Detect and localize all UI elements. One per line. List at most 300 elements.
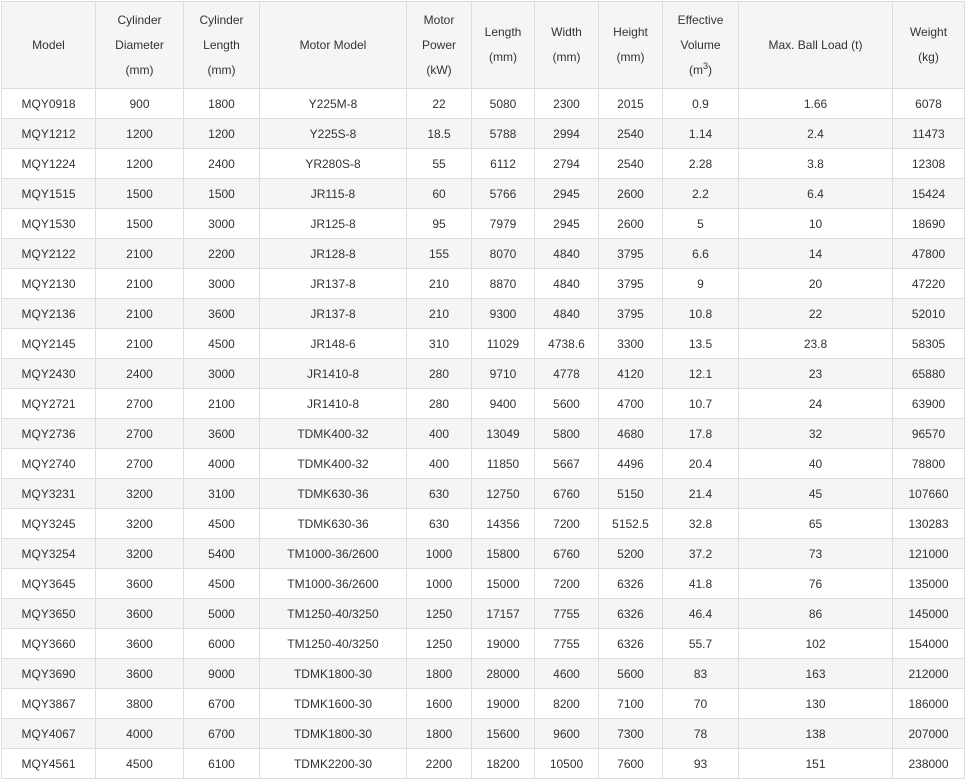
table-cell: 2945	[535, 179, 599, 209]
table-cell: 17157	[472, 599, 535, 629]
column-header-line: Cylinder	[117, 12, 162, 27]
table-cell: 6760	[535, 479, 599, 509]
table-row	[2, 239, 965, 269]
column-header-line: Height	[613, 25, 648, 39]
table-cell: Y225M-8	[260, 89, 407, 119]
table-cell: 6000	[184, 629, 260, 659]
model-cell: MQY2721	[2, 389, 96, 419]
table-cell: 7100	[599, 689, 663, 719]
table-cell: 13049	[472, 419, 535, 449]
model-cell: MQY2145	[2, 329, 96, 359]
table-cell: 280	[407, 359, 472, 389]
table-cell: 5766	[472, 179, 535, 209]
model-cell: MQY2736	[2, 419, 96, 449]
table-cell: 5150	[599, 479, 663, 509]
column-header-unit: $(m^3)$	[688, 60, 712, 77]
table-cell: JR115-8	[260, 179, 407, 209]
column-header-line: (mm)	[552, 50, 581, 64]
table-cell: 2200	[407, 749, 472, 779]
table-cell: 3000	[184, 209, 260, 239]
table-cell: TDMK1600-30	[260, 689, 407, 719]
table-cell: 4600	[535, 659, 599, 689]
table-cell: 900	[96, 89, 184, 119]
table-cell: 15600	[472, 719, 535, 749]
table-cell: 2794	[535, 149, 599, 179]
table-row	[2, 419, 965, 449]
model-cell: MQY3867	[2, 689, 96, 719]
column-header-line: Width	[551, 25, 582, 39]
table-cell: 2100	[96, 299, 184, 329]
table-cell: 5788	[472, 119, 535, 149]
table-cell: 1200	[96, 149, 184, 179]
table-cell: 11473	[893, 119, 965, 149]
table-row	[2, 599, 965, 629]
table-cell: 15000	[472, 569, 535, 599]
table-cell: 2945	[535, 209, 599, 239]
table-cell: 4738.6	[535, 329, 599, 359]
table-cell: TDMK400-32	[260, 449, 407, 479]
table-cell: 24	[739, 389, 893, 419]
table-cell: 2700	[96, 389, 184, 419]
table-cell: 5667	[535, 449, 599, 479]
table-cell: 6760	[535, 539, 599, 569]
table-cell: 4680	[599, 419, 663, 449]
table-cell: 10	[739, 209, 893, 239]
table-row	[2, 629, 965, 659]
table-cell: 45	[739, 479, 893, 509]
table-cell: 2600	[599, 179, 663, 209]
table-row	[2, 389, 965, 419]
table-cell: 2100	[96, 329, 184, 359]
table-cell: 210	[407, 269, 472, 299]
table-cell: 2100	[96, 269, 184, 299]
table-cell: 1000	[407, 539, 472, 569]
table-cell: 2540	[599, 119, 663, 149]
table-cell: 15800	[472, 539, 535, 569]
column-header	[96, 2, 184, 89]
column-header-line: Cylinder	[199, 12, 244, 27]
table-cell: 121000	[893, 539, 965, 569]
table-cell: 2700	[96, 419, 184, 449]
table-cell: 4120	[599, 359, 663, 389]
model-cell: MQY1515	[2, 179, 96, 209]
table-cell: 76	[739, 569, 893, 599]
table-cell: 47800	[893, 239, 965, 269]
table-cell: 21.4	[663, 479, 739, 509]
table-cell: 1600	[407, 689, 472, 719]
table-row	[2, 149, 965, 179]
table-cell: 63900	[893, 389, 965, 419]
column-header-line: Motor Model	[299, 37, 367, 52]
table-cell: TDMK400-32	[260, 419, 407, 449]
table-cell: TDMK2200-30	[260, 749, 407, 779]
table-cell: 5	[663, 209, 739, 239]
table-cell: 60	[407, 179, 472, 209]
table-cell: 65	[739, 509, 893, 539]
model-cell: MQY1530	[2, 209, 96, 239]
table-cell: 22	[407, 89, 472, 119]
table-cell: 7979	[472, 209, 535, 239]
table-cell: 107660	[893, 479, 965, 509]
table-cell: 7300	[599, 719, 663, 749]
table-row	[2, 659, 965, 689]
table-cell: 3200	[96, 479, 184, 509]
model-cell: MQY4067	[2, 719, 96, 749]
table-row	[2, 749, 965, 779]
table-row	[2, 719, 965, 749]
table-cell: TDMK630-36	[260, 509, 407, 539]
column-header-line: (mm)	[616, 50, 645, 64]
table-cell: 630	[407, 479, 472, 509]
table-cell: 280	[407, 389, 472, 419]
table-cell: 5600	[535, 389, 599, 419]
table-cell: 5152.5	[599, 509, 663, 539]
table-cell: 22	[739, 299, 893, 329]
table-cell: 207000	[893, 719, 965, 749]
table-cell: TM1250-40/3250	[260, 629, 407, 659]
table-cell: 1250	[407, 629, 472, 659]
table-cell: 5400	[184, 539, 260, 569]
table-cell: 3600	[96, 569, 184, 599]
table-cell: YR280S-8	[260, 149, 407, 179]
table-cell: 12750	[472, 479, 535, 509]
table-cell: 2.4	[739, 119, 893, 149]
table-cell: 9710	[472, 359, 535, 389]
table-cell: 9000	[184, 659, 260, 689]
table-cell: 6326	[599, 569, 663, 599]
table-cell: 238000	[893, 749, 965, 779]
model-cell: MQY2122	[2, 239, 96, 269]
table-row	[2, 509, 965, 539]
table-body	[2, 89, 965, 779]
table-cell: 4000	[184, 449, 260, 479]
table-cell: TDMK1800-30	[260, 659, 407, 689]
table-cell: 23.8	[739, 329, 893, 359]
table-cell: 163	[739, 659, 893, 689]
column-header-line: (mm)	[125, 62, 154, 77]
column-header-line: Effective	[677, 12, 724, 27]
model-cell: MQY3231	[2, 479, 96, 509]
table-row	[2, 209, 965, 239]
table-cell: 3600	[96, 629, 184, 659]
column-header-line: Length	[484, 25, 522, 39]
table-cell: 3800	[96, 689, 184, 719]
table-cell: 32	[739, 419, 893, 449]
table-cell: 6700	[184, 719, 260, 749]
table-cell: 3600	[184, 419, 260, 449]
table-cell: 9	[663, 269, 739, 299]
table-cell: 3600	[96, 659, 184, 689]
table-cell: 6.4	[739, 179, 893, 209]
table-cell: TM1000-36/2600	[260, 569, 407, 599]
table-cell: 65880	[893, 359, 965, 389]
table-cell: 4500	[184, 329, 260, 359]
table-cell: 17.8	[663, 419, 739, 449]
model-cell: MQY2430	[2, 359, 96, 389]
table-cell: 4500	[184, 509, 260, 539]
table-cell: 14356	[472, 509, 535, 539]
column-header	[663, 2, 739, 89]
table-row	[2, 449, 965, 479]
table-cell: 14	[739, 239, 893, 269]
table-cell: 2700	[96, 449, 184, 479]
table-cell: 4840	[535, 239, 599, 269]
table-cell: 130283	[893, 509, 965, 539]
table-cell: 5600	[599, 659, 663, 689]
table-cell: 2600	[599, 209, 663, 239]
table-cell: 18690	[893, 209, 965, 239]
table-cell: 138	[739, 719, 893, 749]
model-cell: MQY4561	[2, 749, 96, 779]
table-cell: 5200	[599, 539, 663, 569]
table-cell: 23	[739, 359, 893, 389]
table-row	[2, 299, 965, 329]
table-cell: 1500	[184, 179, 260, 209]
table-cell: 6700	[184, 689, 260, 719]
column-header-line: Model	[32, 37, 65, 52]
table-cell: JR125-8	[260, 209, 407, 239]
table-cell: 1200	[96, 119, 184, 149]
table-cell: 3100	[184, 479, 260, 509]
table-cell: TDMK630-36	[260, 479, 407, 509]
table-row	[2, 479, 965, 509]
table-cell: 2100	[184, 389, 260, 419]
table-row	[2, 329, 965, 359]
model-cell: MQY1212	[2, 119, 96, 149]
table-cell: 210	[407, 299, 472, 329]
model-cell: MQY2130	[2, 269, 96, 299]
table-cell: 3000	[184, 359, 260, 389]
table-cell: 46.4	[663, 599, 739, 629]
table-cell: 2994	[535, 119, 599, 149]
table-cell: 212000	[893, 659, 965, 689]
table-cell: 4840	[535, 299, 599, 329]
table-cell: 130	[739, 689, 893, 719]
table-cell: 73	[739, 539, 893, 569]
table-cell: 155	[407, 239, 472, 269]
table-row	[2, 539, 965, 569]
table-cell: 1500	[96, 179, 184, 209]
table-cell: 83	[663, 659, 739, 689]
column-header-line: Max. Ball Load (t)	[768, 37, 863, 52]
table-cell: 0.9	[663, 89, 739, 119]
table-cell: 6112	[472, 149, 535, 179]
table-cell: 78	[663, 719, 739, 749]
table-cell: 2400	[184, 149, 260, 179]
model-cell: MQY0918	[2, 89, 96, 119]
table-cell: 4496	[599, 449, 663, 479]
table-cell: 4778	[535, 359, 599, 389]
table-cell: 20	[739, 269, 893, 299]
table-cell: 6326	[599, 599, 663, 629]
table-cell: 7200	[535, 509, 599, 539]
table-cell: 32.8	[663, 509, 739, 539]
table-cell: 8070	[472, 239, 535, 269]
table-cell: 6.6	[663, 239, 739, 269]
table-cell: 11850	[472, 449, 535, 479]
column-header	[472, 2, 535, 89]
table-row	[2, 689, 965, 719]
table-cell: 10.8	[663, 299, 739, 329]
table-cell: 1.66	[739, 89, 893, 119]
table-cell: 400	[407, 419, 472, 449]
table-row	[2, 119, 965, 149]
table-cell: 4000	[96, 719, 184, 749]
table-cell: 37.2	[663, 539, 739, 569]
table-row	[2, 359, 965, 389]
table-cell: 4500	[184, 569, 260, 599]
column-header-line: Motor	[423, 12, 455, 27]
table-cell: 52010	[893, 299, 965, 329]
table-cell: 1800	[407, 719, 472, 749]
table-cell: 7600	[599, 749, 663, 779]
table-cell: 40	[739, 449, 893, 479]
table-cell: 3000	[184, 269, 260, 299]
table-cell: 6326	[599, 629, 663, 659]
table-cell: 78800	[893, 449, 965, 479]
table-cell: 2300	[535, 89, 599, 119]
table-cell: 70	[663, 689, 739, 719]
table-row	[2, 569, 965, 599]
table-cell: 630	[407, 509, 472, 539]
column-header-line: Volume	[680, 37, 721, 52]
table-cell: 102	[739, 629, 893, 659]
table-cell: 12308	[893, 149, 965, 179]
model-cell: MQY1224	[2, 149, 96, 179]
table-cell: 3300	[599, 329, 663, 359]
table-cell: 6078	[893, 89, 965, 119]
table-cell: 96570	[893, 419, 965, 449]
table-cell: 5800	[535, 419, 599, 449]
table-cell: 8200	[535, 689, 599, 719]
column-header	[535, 2, 599, 89]
table-cell: 2015	[599, 89, 663, 119]
table-cell: Y225S-8	[260, 119, 407, 149]
column-header	[260, 2, 407, 89]
table-cell: JR128-8	[260, 239, 407, 269]
table-cell: JR148-6	[260, 329, 407, 359]
table-cell: 5000	[184, 599, 260, 629]
table-cell: 15424	[893, 179, 965, 209]
table-cell: 3200	[96, 509, 184, 539]
table-cell: 7755	[535, 629, 599, 659]
table-cell: JR1410-8	[260, 389, 407, 419]
table-cell: 12.1	[663, 359, 739, 389]
table-cell: 8870	[472, 269, 535, 299]
model-cell: MQY2136	[2, 299, 96, 329]
model-cell: MQY3650	[2, 599, 96, 629]
table-cell: 7755	[535, 599, 599, 629]
table-cell: 3.8	[739, 149, 893, 179]
table-cell: 2400	[96, 359, 184, 389]
table-cell: 47220	[893, 269, 965, 299]
table-cell: 186000	[893, 689, 965, 719]
model-cell: MQY3690	[2, 659, 96, 689]
table-row	[2, 89, 965, 119]
table-cell: JR137-8	[260, 299, 407, 329]
column-header	[407, 2, 472, 89]
table-cell: 28000	[472, 659, 535, 689]
table-cell: 18.5	[407, 119, 472, 149]
table-cell: 20.4	[663, 449, 739, 479]
table-cell: 3200	[96, 539, 184, 569]
column-header-line: Weight	[909, 25, 948, 39]
table-cell: 2.2	[663, 179, 739, 209]
table-cell: 93	[663, 749, 739, 779]
column-header-line: (kW)	[426, 62, 452, 77]
table-cell: 2540	[599, 149, 663, 179]
table-cell: 19000	[472, 629, 535, 659]
column-header	[599, 2, 663, 89]
table-cell: 3795	[599, 239, 663, 269]
table-cell: 4500	[96, 749, 184, 779]
table-cell: 9600	[535, 719, 599, 749]
table-cell: JR137-8	[260, 269, 407, 299]
table-cell: 1.14	[663, 119, 739, 149]
column-header	[184, 2, 260, 89]
table-cell: 1200	[184, 119, 260, 149]
table-cell: 310	[407, 329, 472, 359]
table-cell: 135000	[893, 569, 965, 599]
column-header-line: Diameter	[115, 37, 164, 52]
table-cell: 1500	[96, 209, 184, 239]
model-cell: MQY3645	[2, 569, 96, 599]
table-cell: 19000	[472, 689, 535, 719]
table-cell: 1000	[407, 569, 472, 599]
table-cell: 10500	[535, 749, 599, 779]
column-header	[893, 2, 965, 89]
table-cell: 9300	[472, 299, 535, 329]
table-cell: 95	[407, 209, 472, 239]
table-cell: 1800	[407, 659, 472, 689]
table-cell: 1250	[407, 599, 472, 629]
table-cell: 6100	[184, 749, 260, 779]
table-cell: JR1410-8	[260, 359, 407, 389]
table-cell: 1800	[184, 89, 260, 119]
table-cell: 4700	[599, 389, 663, 419]
table-cell: 2100	[96, 239, 184, 269]
table-row	[2, 269, 965, 299]
column-header-line: (kg)	[918, 50, 939, 64]
column-header-line: Power	[421, 37, 456, 52]
table-cell: 13.5	[663, 329, 739, 359]
table-cell: 400	[407, 449, 472, 479]
table-cell: 154000	[893, 629, 965, 659]
table-cell: 18200	[472, 749, 535, 779]
table-cell: TM1250-40/3250	[260, 599, 407, 629]
table-cell: 11029	[472, 329, 535, 359]
table-cell: 5080	[472, 89, 535, 119]
table-cell: 3795	[599, 269, 663, 299]
table-cell: 3600	[184, 299, 260, 329]
table-cell: 3795	[599, 299, 663, 329]
table-cell: 7200	[535, 569, 599, 599]
table-cell: TM1000-36/2600	[260, 539, 407, 569]
model-cell: MQY3660	[2, 629, 96, 659]
table-cell: 4840	[535, 269, 599, 299]
table-cell: 2200	[184, 239, 260, 269]
table-cell: 10.7	[663, 389, 739, 419]
table-cell: TDMK1800-30	[260, 719, 407, 749]
column-header-line: (mm)	[207, 62, 236, 77]
table-header-row	[2, 2, 965, 89]
spec-table	[1, 1, 965, 779]
table-cell: 41.8	[663, 569, 739, 599]
table-cell: 55.7	[663, 629, 739, 659]
table-cell: 86	[739, 599, 893, 629]
table-row	[2, 179, 965, 209]
column-header-line: Length	[203, 37, 240, 52]
